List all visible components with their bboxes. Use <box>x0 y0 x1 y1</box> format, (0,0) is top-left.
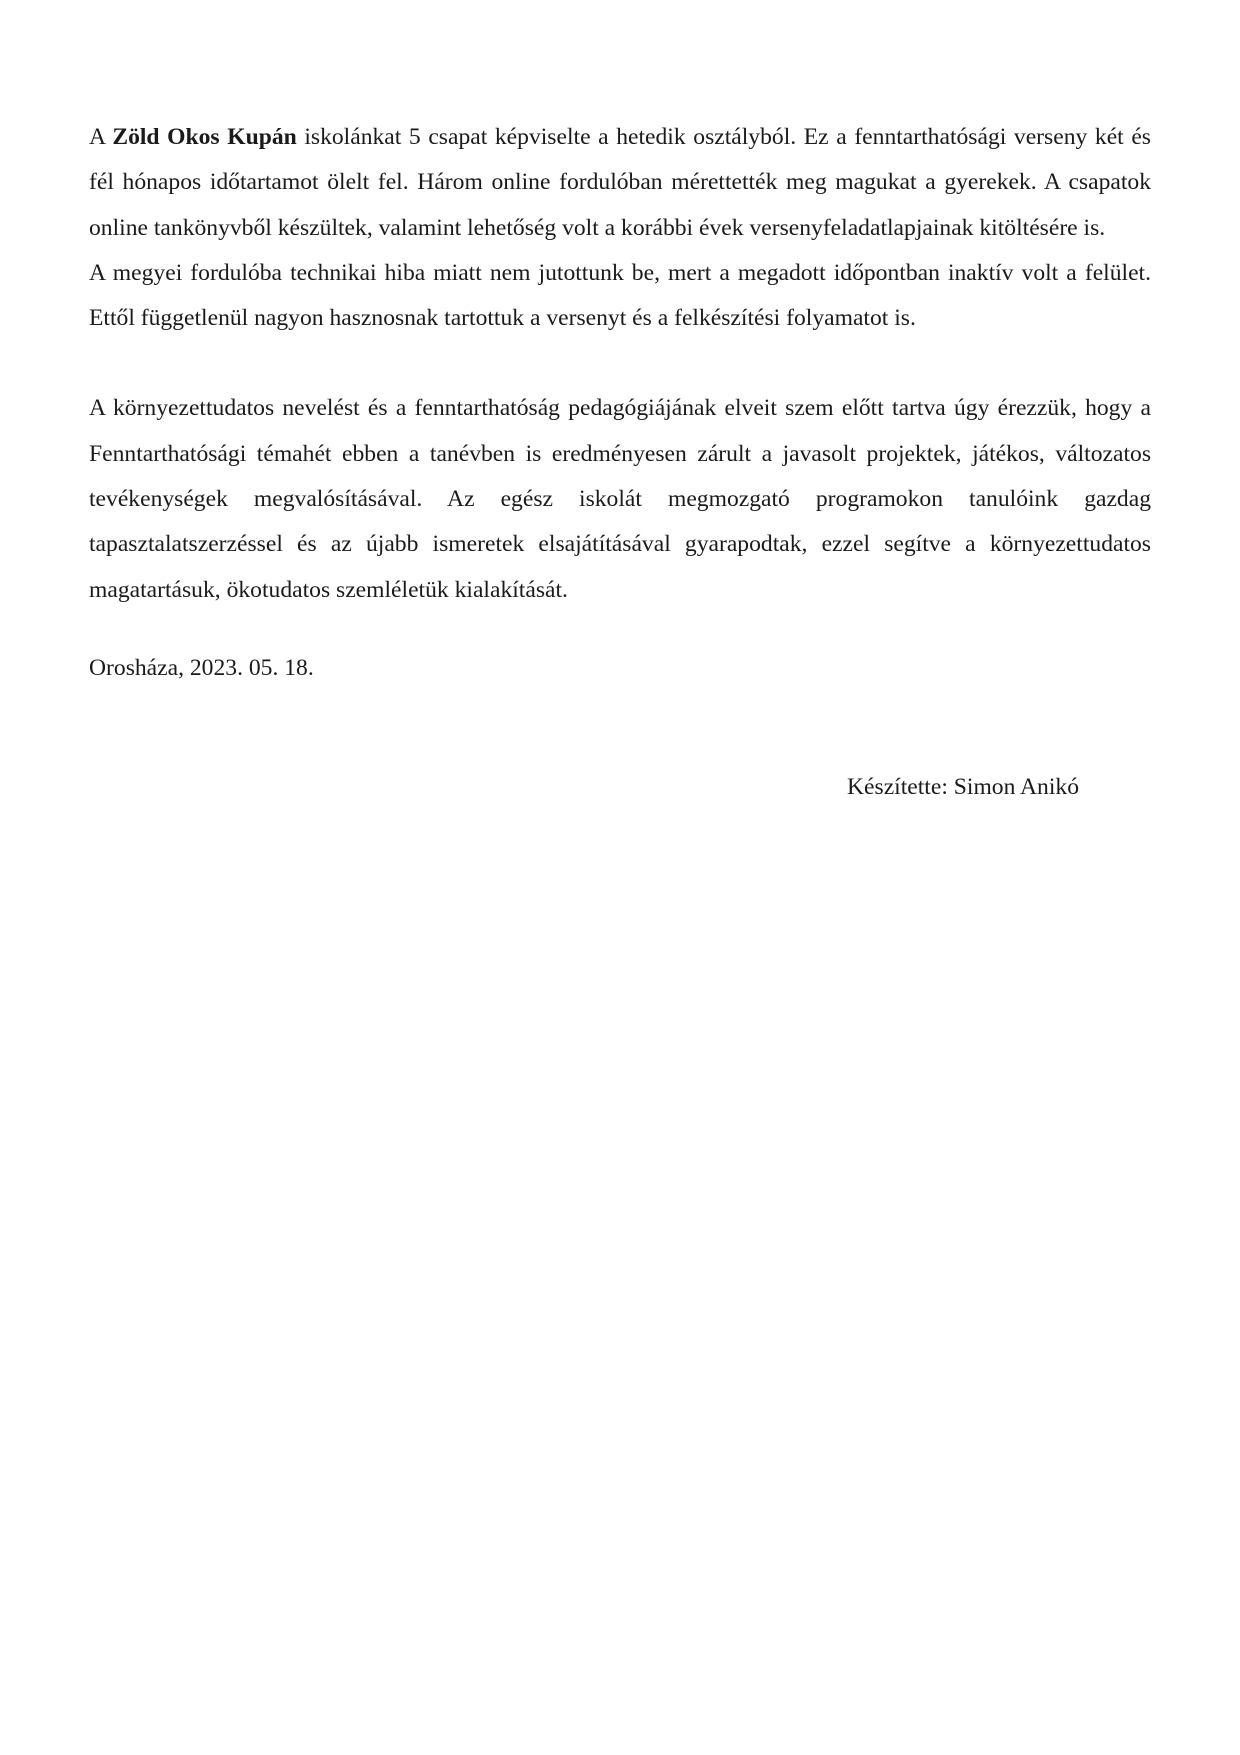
paragraph-competition <box>89 115 1151 251</box>
competition-name: Zöld Okos Kupán <box>112 124 297 150</box>
author-signature: Készítette: Simon Anikó <box>847 774 1079 800</box>
paragraph-county-round: A megyei fordulóba technikai hiba miatt nem jutottunk be, mert a megadott időpontban inaktív volt a felület. Ettől függetlenül nagyon hasznosnak tartottuk a versenyt és a felkészítési folyamatot is. <box>89 259 1151 332</box>
paragraph-summary: A környezettudatos nevelést és a fenntarthatóság pedagógiájának elveit szem előtt tartva úgy érezzük, hogy a Fenntarthatósági témahét ebben a tanévben is eredményesen zárult a javasolt projektek, játékos, változatos tevékenységek megvalósításával. Az egész iskolát megmozgató programokon tanulóink gazdag tapasztalatszerzéssel és az újabb ismeretek elsajátításával gyarapodtak, ezzel segítve a környezettudatos magatartásuk, ökotudatos szemléletük kialakítását. <box>89 395 1151 603</box>
document-body <box>89 115 1151 691</box>
paragraph-competition-prefix: A <box>89 124 113 150</box>
paragraph-spacer <box>89 613 1151 646</box>
place-date: Orosháza, 2023. 05. 18. <box>89 654 314 681</box>
paragraph-spacer <box>89 341 1151 386</box>
paragraph-competition-text: iskolánkat 5 csapat képviselte a hetedik osztályból. Ez a fenntarthatósági verseny két és fél hónapos időtartamot ölelt fel. Három online fordulóban mérettették meg magukat a gyerekek. A csapatok online tankönyvből készültek, valamint lehetőség volt a korábbi évek versenyfeladatlapjainak kitöltésére is. <box>89 124 1151 241</box>
